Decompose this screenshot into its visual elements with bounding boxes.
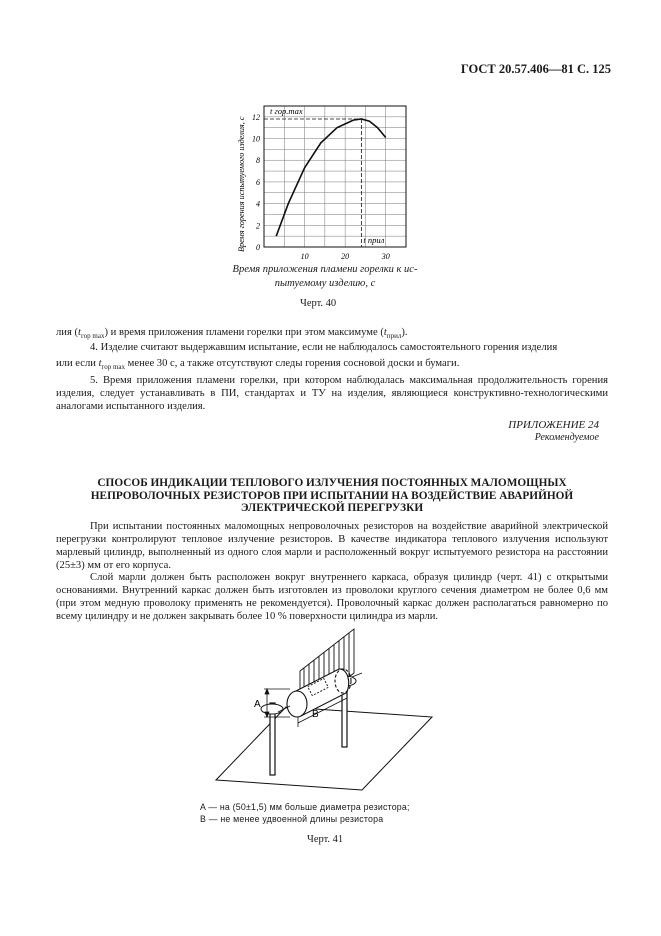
title-line: НЕПРОВОЛОЧНЫХ РЕЗИСТОРОВ ПРИ ИСПЫТАНИИ НА ВОЗДЕЙСТВИЕ АВАРИЙНОЙ <box>90 489 574 502</box>
chart-axes <box>264 106 406 247</box>
paragraph-4 <box>56 341 608 354</box>
section-paragraph-1: При испытании постоянных маломощных непроволочных резисторов на воздействие аварийной электрической перегрузки контролируют тепловое излучение резисторов. В качестве индикатора теплового излучения используют марлевый цилиндр, выполненный из одного слоя марли и расположенный вокруг испытуемого резистора на расстоянии (25±3) мм от его корпуса. <box>56 521 608 571</box>
section-paragraph-2: Слой марли должен быть расположен вокруг внутреннего каркаса, образуя цилиндр (черт. 41) с открытыми основаниями. Внутренний каркас должен быть изготовлен из проволоки круглого сечения диаметром не более 0,6 мм (при этом медную проволоку применять не рекомендуется). Проволочный каркас должен располагаться равномерно по всему цилиндру и не должен закрывать более 10 % поверхности цилиндра из марли. <box>56 572 608 622</box>
y-tick-labels <box>252 113 260 252</box>
title-line: ЭЛЕКТРИЧЕСКОЙ ПЕРЕГРУЗКИ <box>240 502 424 514</box>
symbol-t: t <box>78 327 81 338</box>
y-axis-label: Время горения испытуемого изделия, с <box>237 116 246 252</box>
y-tick-label: 0 <box>256 243 260 252</box>
page-header: ГОСТ 20.57.406—81 С. 125 <box>460 62 611 76</box>
appendix-subtitle: Рекомендуемое <box>534 432 599 443</box>
x-tick-label: 10 <box>300 252 309 261</box>
y-tick-label: 12 <box>252 112 260 122</box>
base-plate <box>216 707 432 790</box>
y-tick-label: 6 <box>256 177 260 187</box>
chart-grid <box>264 106 406 247</box>
label-a: A <box>254 699 261 710</box>
text-fragment: лия ( <box>56 327 79 338</box>
y-tick-label: 2 <box>256 221 260 231</box>
label-tmax: t гор.max <box>270 106 303 117</box>
paragraph-4-line2 <box>56 357 608 374</box>
legend-line: B — не менее удвоенной длины резистора <box>200 814 384 824</box>
x-tick-label: 20 <box>341 252 350 261</box>
label-tpril: t прил <box>363 235 385 245</box>
y-tick-label: 8 <box>256 156 260 166</box>
y-tick-label: 4 <box>256 199 260 209</box>
y-tick-label: 10 <box>252 134 260 144</box>
section-title <box>56 477 608 515</box>
text-line: 4. Изделие считают выдержавшим испытание, если не наблюдалось самостоятельного горения изделия <box>90 342 558 353</box>
plot-frame <box>264 106 406 247</box>
fig41-legend <box>200 801 460 825</box>
text-fragment: ) и время приложения пламени горелки при этом максимуме ( <box>104 327 384 338</box>
chart-40 <box>230 92 415 284</box>
post-cap <box>261 704 283 714</box>
subscript: гор max <box>101 363 126 372</box>
fig40-caption <box>215 263 435 291</box>
legend-line: A — на (50±1,5) мм больше диаметра резистора; <box>200 802 410 812</box>
fig40-number: Черт. 40 <box>300 298 337 309</box>
figure-41-fixture <box>212 605 442 793</box>
title-line: СПОСОБ ИНДИКАЦИИ ТЕПЛОВОГО ИЗЛУЧЕНИЯ ПОСТОЯННЫХ МАЛОМОЩНЫХ <box>97 477 567 489</box>
subscript: гор max <box>80 332 105 341</box>
appendix-title: ПРИЛОЖЕНИЕ 24 <box>508 419 599 431</box>
data-series-line <box>276 119 386 236</box>
paragraph-5: 5. Время приложения пламени горелки, при котором наблюдалась максимальная продолжительность горения изделия, следует устанавливать в ПИ, стандартах и ТУ на изделия, являющиеся конструктивно-технологическими аналогами испытанного изделия. <box>56 375 608 412</box>
text-fragment: ). <box>401 327 408 338</box>
text-fragment: или если <box>56 358 96 369</box>
text-fragment: менее 30 с, а также отсутствуют следы горения сосновой доски и бумаги. <box>127 358 460 369</box>
caption-line: пытуемому изделию, с <box>274 278 376 289</box>
label-b: B <box>312 709 319 720</box>
caption-line: Время приложения пламени горелки к ис- <box>232 264 418 275</box>
x-tick-labels <box>301 252 390 261</box>
subscript: прил <box>386 332 402 341</box>
x-tick-label: 30 <box>381 252 390 261</box>
symbol-t: t <box>98 358 102 369</box>
fig41-number: Черт. 41 <box>307 834 344 845</box>
symbol-t: t <box>383 327 387 338</box>
